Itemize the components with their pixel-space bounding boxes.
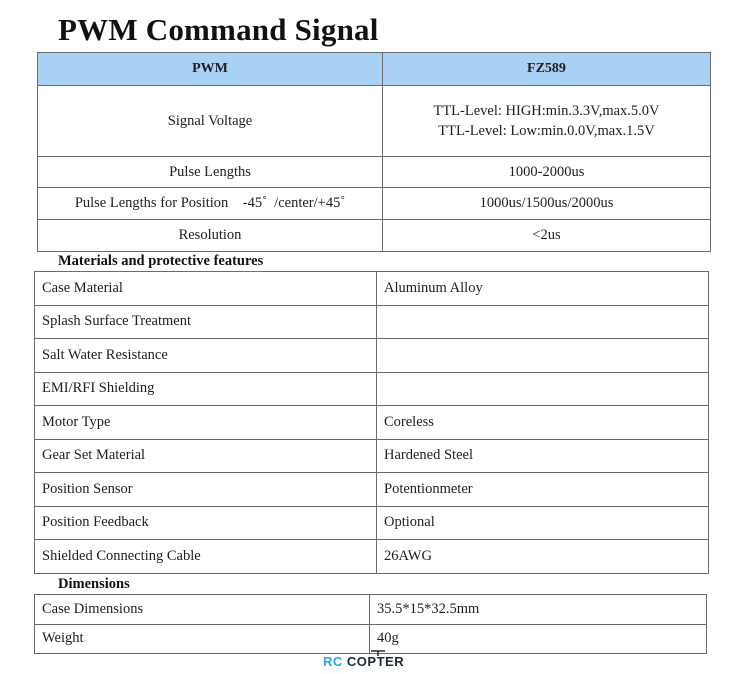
row-label: Salt Water Resistance: [35, 339, 377, 373]
row-value: 35.5*15*32.5mm: [370, 595, 707, 625]
row-value: [377, 372, 709, 406]
row-label: Position Feedback: [35, 506, 377, 540]
table-row: [35, 339, 709, 373]
section-heading-dimensions: Dimensions: [58, 576, 130, 592]
header-cell-model: FZ589: [383, 53, 711, 86]
row-value: Potentionmeter: [377, 473, 709, 507]
row-value: <2us: [383, 220, 711, 252]
table-row: [35, 439, 709, 473]
value-line: TTL-Level: HIGH:min.3.3V,max.5.0V: [433, 103, 660, 119]
row-value: 26AWG: [377, 540, 709, 574]
pwm-signal-table: [37, 52, 711, 252]
row-value: Hardened Steel: [377, 439, 709, 473]
table-row: [35, 473, 709, 507]
row-value: Aluminum Alloy: [377, 272, 709, 306]
table-row: [35, 406, 709, 440]
row-label: Gear Set Material: [35, 439, 377, 473]
row-value: 40g: [370, 624, 707, 654]
dimensions-table: [34, 594, 707, 654]
logo-text-rc: RC: [323, 654, 343, 669]
table-row: [38, 220, 711, 252]
page-title: PWM Command Signal: [58, 12, 379, 47]
row-label: Splash Surface Treatment: [35, 305, 377, 339]
row-label: Case Dimensions: [35, 595, 370, 625]
row-label: Pulse Lengths for Position -45˚ /center/+45˚: [38, 188, 383, 220]
row-value: [377, 339, 709, 373]
rotor-icon: [370, 649, 386, 657]
rc-copter-logo: [323, 654, 404, 672]
table-header-row: [38, 53, 711, 86]
table-row: [38, 188, 711, 220]
table-row: [38, 157, 711, 188]
row-label: EMI/RFI Shielding: [35, 372, 377, 406]
logo-text-copter: COPTER: [346, 654, 405, 669]
row-label: Motor Type: [35, 406, 377, 440]
row-value: Coreless: [377, 406, 709, 440]
row-value: 1000-2000us: [383, 157, 711, 188]
row-label: Position Sensor: [35, 473, 377, 507]
row-label: Shielded Connecting Cable: [35, 540, 377, 574]
header-cell-pwm: PWM: [38, 53, 383, 86]
table-row: [38, 86, 711, 157]
table-row: [35, 540, 709, 574]
row-value: Optional: [377, 506, 709, 540]
row-label: Pulse Lengths: [38, 157, 383, 188]
row-label: Case Material: [35, 272, 377, 306]
row-value: 1000us/1500us/2000us: [383, 188, 711, 220]
table-row: [35, 305, 709, 339]
row-label: Resolution: [38, 220, 383, 252]
table-row: [35, 595, 707, 625]
row-label: Weight: [35, 624, 370, 654]
value-line: TTL-Level: Low:min.0.0V,max.1.5V: [438, 123, 655, 139]
table-row: [35, 372, 709, 406]
table-row: [35, 272, 709, 306]
row-value: [377, 305, 709, 339]
section-heading-materials: Materials and protective features: [58, 253, 264, 269]
materials-table: [34, 271, 709, 574]
table-row: [35, 506, 709, 540]
row-label: Signal Voltage: [38, 86, 383, 157]
row-value: [383, 86, 711, 157]
